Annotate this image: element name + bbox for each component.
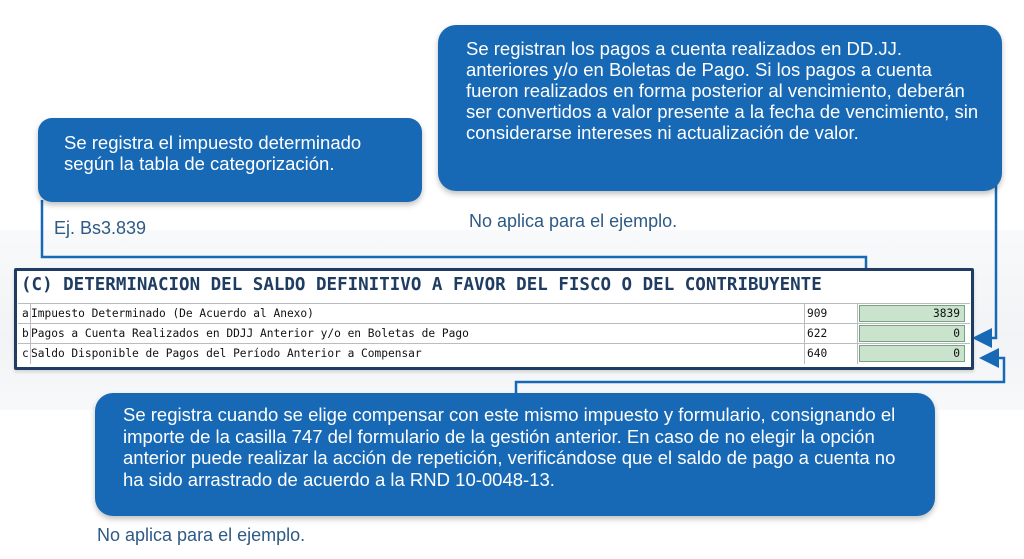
row-code: 909 <box>807 307 828 320</box>
form-row-c <box>18 343 970 364</box>
callout-saldo-disponible: Se registra cuando se elige compensar con este mismo impuesto y formulario, consignando el importe de la casilla 747 del formulario de la gestión anterior. En caso de no elegir la opción anterior puede realizar la acción de repetición, verificándose que el saldo de pago a cuenta no ha sido arrastrado de acuerdo a la RND 10-0048-13. <box>95 393 935 516</box>
row-code: 640 <box>807 347 828 360</box>
tax-form-section-c <box>14 268 974 370</box>
form-row-b <box>18 323 970 344</box>
row-value-field[interactable]: 0 <box>859 325 965 342</box>
row-letter: a <box>22 307 29 320</box>
form-section-title: (C) DETERMINACION DEL SALDO DEFINITIVO A FAVOR DEL FISCO O DEL CONTRIBUYENTE <box>21 275 822 295</box>
row-letter: b <box>22 327 29 340</box>
callout-impuesto-determinado: Se registra el impuesto determinado según la tabla de categorización. <box>38 118 422 202</box>
row-description: Impuesto Determinado (De Acuerdo al Anexo) <box>31 307 314 320</box>
callout-pagos-a-cuenta: Se registran los pagos a cuenta realizados en DD.JJ. anteriores y/o en Boletas de Pago. Si los pagos a cuenta fueron realizados en forma posterior al vencimiento, deberán ser convertidos a valor presente a la fecha de vencimiento, sin considerarse intereses ni actualización de valor. <box>438 25 1002 191</box>
row-description: Saldo Disponible de Pagos del Período Anterior a Compensar <box>31 347 422 360</box>
row-value-field[interactable]: 3839 <box>859 305 965 322</box>
row-description: Pagos a Cuenta Realizados en DDJJ Anterior y/o en Boletas de Pago <box>31 327 469 340</box>
form-row-a <box>18 303 970 324</box>
not-applicable-note: No aplica para el ejemplo. <box>469 211 678 231</box>
example-value-note: Ej. Bs3.839 <box>54 218 147 238</box>
connector-pagos-a-cuenta <box>977 185 996 338</box>
row-value-field[interactable]: 0 <box>859 345 965 362</box>
not-applicable-note: No aplica para el ejemplo. <box>97 525 306 545</box>
row-letter: c <box>22 347 29 360</box>
row-code: 622 <box>807 327 828 340</box>
